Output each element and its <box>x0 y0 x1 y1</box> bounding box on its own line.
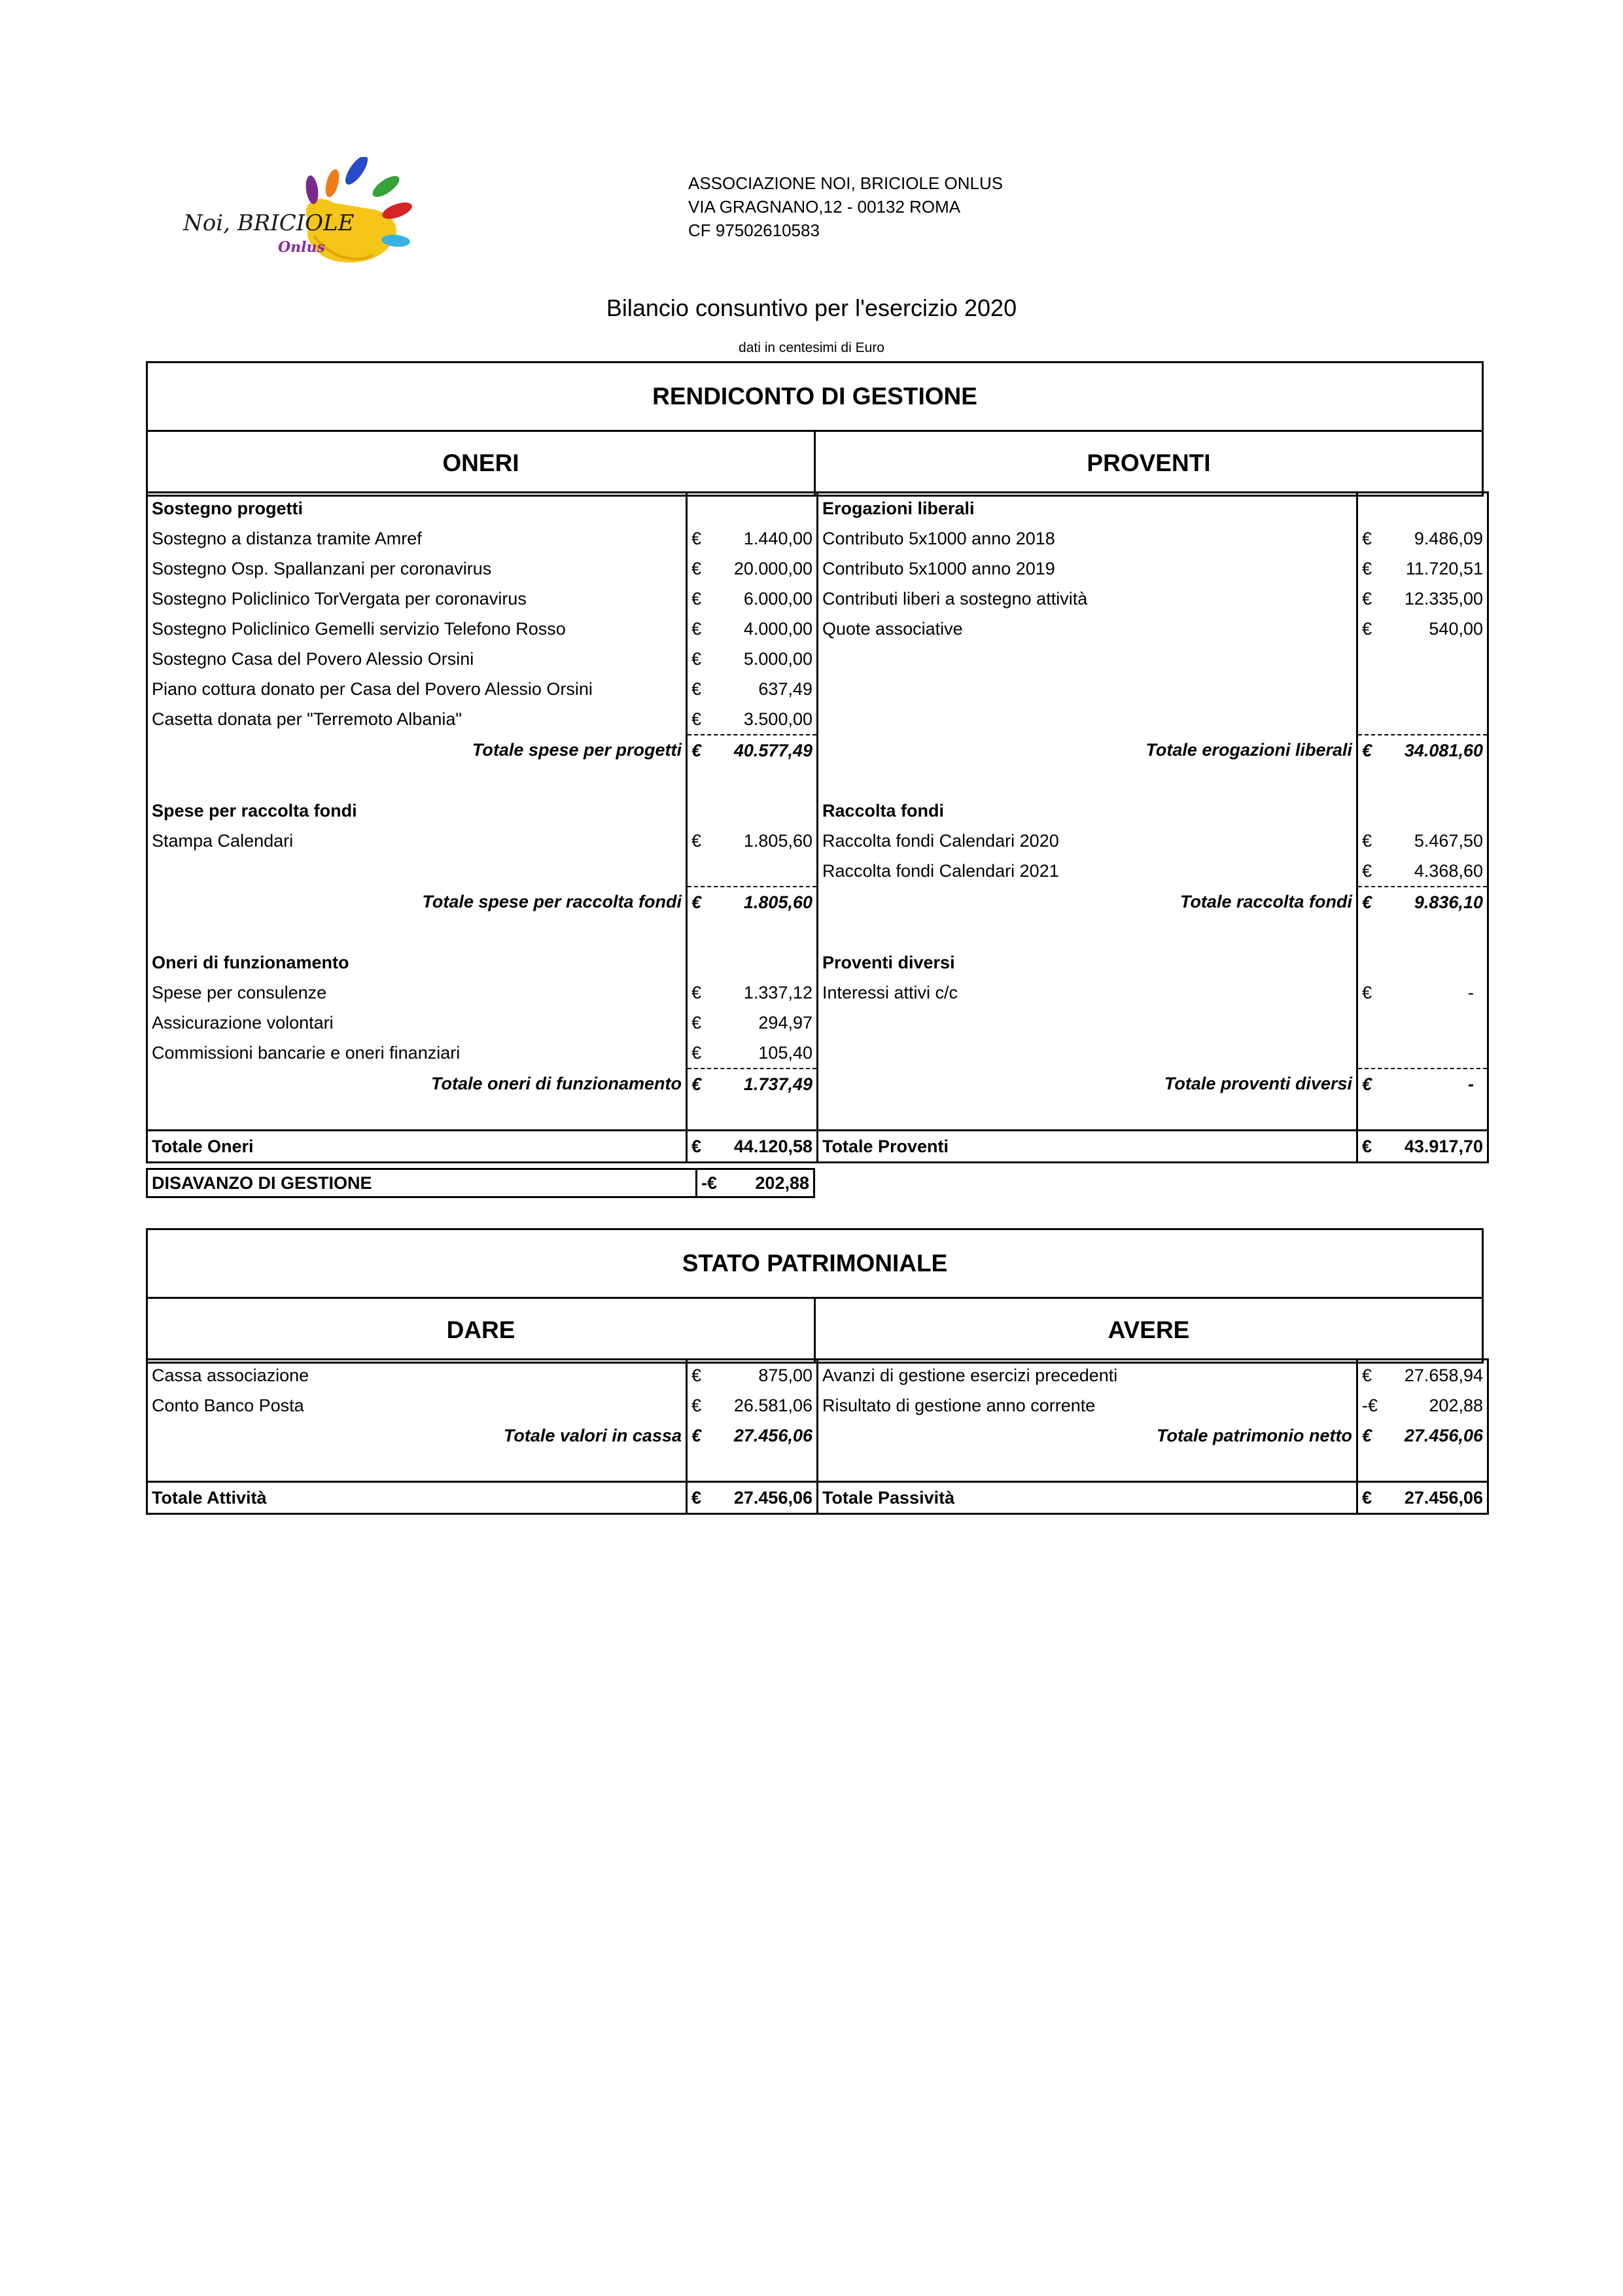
left-amount: € 294,97 <box>687 1008 818 1038</box>
left-label <box>147 917 687 947</box>
left-label: Piano cottura donato per Casa del Povero Alessio Orsini <box>147 674 687 704</box>
right-amount: € 43.917,70 <box>1357 1131 1488 1163</box>
document-title: Bilancio consuntivo per l'esercizio 2020 <box>606 294 1017 321</box>
left-label: Conto Banco Posta <box>147 1390 687 1421</box>
left-amount: € 40.577,49 <box>687 735 818 766</box>
disavanzo-box <box>146 1168 815 1198</box>
right-amount: € - <box>1357 1069 1488 1099</box>
ledger-row <box>147 614 1488 644</box>
stato-header <box>146 1228 1484 1364</box>
ledger-row <box>147 674 1488 704</box>
right-label: Avanzi di gestione esercizi precedenti <box>818 1360 1357 1391</box>
left-label: Totale Attività <box>147 1482 687 1514</box>
left-label: Sostegno Policlinico TorVergata per coronavirus <box>147 584 687 614</box>
left-amount <box>687 1099 818 1131</box>
left-amount: € 27.456,06 <box>687 1482 818 1514</box>
ledger-row <box>147 644 1488 674</box>
right-amount: € 27.456,06 <box>1357 1482 1488 1514</box>
left-label: Stampa Calendari <box>147 826 687 856</box>
right-label <box>818 704 1357 735</box>
left-label: Sostegno Osp. Spallanzani per coronavirus <box>147 554 687 584</box>
left-amount: € 4.000,00 <box>687 614 818 644</box>
left-label: Totale spese per raccolta fondi <box>147 887 687 917</box>
ledger-row <box>147 978 1488 1008</box>
right-amount <box>1357 947 1488 978</box>
left-label <box>147 1099 687 1131</box>
left-label: Sostegno Policlinico Gemelli servizio Telefono Rosso <box>147 614 687 644</box>
right-label: Raccolta fondi Calendari 2020 <box>818 826 1357 856</box>
right-label: Risultato di gestione anno corrente <box>818 1390 1357 1421</box>
left-amount: € 5.000,00 <box>687 644 818 674</box>
left-amount: € 105,40 <box>687 1038 818 1069</box>
left-label <box>147 856 687 887</box>
left-amount: € 875,00 <box>687 1360 818 1391</box>
left-amount: € 1.337,12 <box>687 978 818 1008</box>
grand-total-row <box>147 1131 1488 1163</box>
spacer-row <box>147 766 1488 796</box>
rendiconto-title: RENDICONTO DI GESTIONE <box>148 363 1482 432</box>
left-amount: € 1.440,00 <box>687 523 818 554</box>
left-label: Totale valori in cassa <box>147 1421 687 1451</box>
left-amount <box>687 766 818 796</box>
noi-briciole-logo <box>177 157 425 275</box>
subtotal-row <box>147 1421 1488 1451</box>
right-amount <box>1357 704 1488 735</box>
left-amount <box>687 917 818 947</box>
ledger-row <box>147 796 1488 826</box>
disavanzo-label: DISAVANZO DI GESTIONE <box>148 1170 697 1196</box>
right-amount: € 9.836,10 <box>1357 887 1488 917</box>
spacer-row <box>147 1451 1488 1482</box>
right-amount <box>1357 644 1488 674</box>
finger-orange <box>323 168 342 198</box>
ledger-row <box>147 584 1488 614</box>
right-label: Totale proventi diversi <box>818 1069 1357 1099</box>
oneri-heading: ONERI <box>148 432 816 495</box>
right-label: Proventi diversi <box>818 947 1357 978</box>
right-label <box>818 766 1357 796</box>
left-label: Oneri di funzionamento <box>147 947 687 978</box>
right-label: Raccolta fondi <box>818 796 1357 826</box>
rendiconto-table <box>146 491 1489 1163</box>
left-amount <box>687 947 818 978</box>
right-label <box>818 674 1357 704</box>
subtotal-row <box>147 735 1488 766</box>
disavanzo-amount: -€ 202,88 <box>701 1173 809 1193</box>
left-amount <box>687 1451 818 1482</box>
right-amount <box>1357 674 1488 704</box>
ledger-row <box>147 1038 1488 1069</box>
left-label: Totale Oneri <box>147 1131 687 1163</box>
left-amount: € 44.120,58 <box>687 1131 818 1163</box>
ledger-row <box>147 704 1488 735</box>
subtotal-row <box>147 1069 1488 1099</box>
svg-text:Noi, BRICIOLE: Noi, BRICIOLE <box>183 210 355 236</box>
rendiconto-header <box>146 361 1484 497</box>
left-label: Totale spese per progetti <box>147 735 687 766</box>
right-amount: € 9.486,09 <box>1357 523 1488 554</box>
ledger-row <box>147 947 1488 978</box>
left-label: Sostegno Casa del Povero Alessio Orsini <box>147 644 687 674</box>
right-amount: € 4.368,60 <box>1357 856 1488 887</box>
right-amount: € 27.658,94 <box>1357 1360 1488 1391</box>
right-label: Quote associative <box>818 614 1357 644</box>
left-amount: € 637,49 <box>687 674 818 704</box>
ledger-row <box>147 856 1488 887</box>
right-amount <box>1357 493 1488 524</box>
ledger-row <box>147 1008 1488 1038</box>
finger-green <box>370 172 403 201</box>
right-amount: € 12.335,00 <box>1357 584 1488 614</box>
ledger-row <box>147 826 1488 856</box>
subtotal-row <box>147 887 1488 917</box>
right-amount: € 5.467,50 <box>1357 826 1488 856</box>
right-label <box>818 1038 1357 1069</box>
right-amount <box>1357 917 1488 947</box>
svg-text:Onlus: Onlus <box>278 239 325 256</box>
right-label <box>818 644 1357 674</box>
right-amount <box>1357 1099 1488 1131</box>
left-amount <box>687 493 818 524</box>
right-amount: € 34.081,60 <box>1357 735 1488 766</box>
stato-title: STATO PATRIMONIALE <box>148 1230 1482 1299</box>
left-amount <box>687 856 818 887</box>
right-label <box>818 1008 1357 1038</box>
left-amount <box>687 796 818 826</box>
left-label: Casetta donata per "Terremoto Albania" <box>147 704 687 735</box>
left-amount: € 1.805,60 <box>687 826 818 856</box>
left-amount: € 1.805,60 <box>687 887 818 917</box>
right-amount: -€ 202,88 <box>1357 1390 1488 1421</box>
stato-table <box>146 1358 1489 1515</box>
proventi-heading: PROVENTI <box>1087 450 1211 476</box>
document-note: dati in centesimi di Euro <box>739 340 884 355</box>
left-label: Sostegno a distanza tramite Amref <box>147 523 687 554</box>
right-label: Erogazioni liberali <box>818 493 1357 524</box>
left-label: Assicurazione volontari <box>147 1008 687 1038</box>
right-label: Totale Passività <box>818 1482 1357 1514</box>
left-amount: € 6.000,00 <box>687 584 818 614</box>
left-amount: € 27.456,06 <box>687 1421 818 1451</box>
right-label: Contributo 5x1000 anno 2019 <box>818 554 1357 584</box>
right-label: Contributi liberi a sostegno attività <box>818 584 1357 614</box>
right-label: Totale erogazioni liberali <box>818 735 1357 766</box>
left-label: Totale oneri di funzionamento <box>147 1069 687 1099</box>
org-name: ASSOCIAZIONE NOI, BRICIOLE ONLUS <box>688 173 1003 193</box>
left-amount: € 26.581,06 <box>687 1390 818 1421</box>
left-label: Spese per raccolta fondi <box>147 796 687 826</box>
right-label <box>818 1099 1357 1131</box>
org-address: VIA GRAGNANO,12 - 00132 ROMA <box>688 197 961 217</box>
grand-total-row <box>147 1482 1488 1514</box>
left-amount: € 1.737,49 <box>687 1069 818 1099</box>
right-amount <box>1357 796 1488 826</box>
ledger-row <box>147 1390 1488 1421</box>
right-label: Interessi attivi c/c <box>818 978 1357 1008</box>
left-amount: € 3.500,00 <box>687 704 818 735</box>
left-label: Commissioni bancarie e oneri finanziari <box>147 1038 687 1069</box>
ledger-row <box>147 554 1488 584</box>
left-label <box>147 1451 687 1482</box>
right-label: Contributo 5x1000 anno 2018 <box>818 523 1357 554</box>
right-label: Raccolta fondi Calendari 2021 <box>818 856 1357 887</box>
left-amount: € 20.000,00 <box>687 554 818 584</box>
right-amount: € - <box>1357 978 1488 1008</box>
right-amount <box>1357 1451 1488 1482</box>
right-label: Totale Proventi <box>818 1131 1357 1163</box>
right-label <box>818 917 1357 947</box>
right-amount <box>1357 1008 1488 1038</box>
ledger-row <box>147 523 1488 554</box>
organization-info <box>688 171 1003 242</box>
right-label: Totale patrimonio netto <box>818 1421 1357 1451</box>
left-label: Spese per consulenze <box>147 978 687 1008</box>
left-label <box>147 766 687 796</box>
avere-heading: AVERE <box>1108 1316 1190 1343</box>
right-label <box>818 1451 1357 1482</box>
right-amount: € 27.456,06 <box>1357 1421 1488 1451</box>
ledger-row <box>147 1360 1488 1391</box>
ledger-row <box>147 493 1488 524</box>
spacer-row <box>147 917 1488 947</box>
spacer-row <box>147 1099 1488 1131</box>
left-label: Cassa associazione <box>147 1360 687 1391</box>
right-label: Totale raccolta fondi <box>818 887 1357 917</box>
org-cf: CF 97502610583 <box>688 221 820 240</box>
finger-blue <box>341 157 372 188</box>
right-amount <box>1357 1038 1488 1069</box>
right-amount: € 540,00 <box>1357 614 1488 644</box>
dare-heading: DARE <box>148 1299 816 1362</box>
right-amount: € 11.720,51 <box>1357 554 1488 584</box>
left-label: Sostegno progetti <box>147 493 687 524</box>
right-amount <box>1357 766 1488 796</box>
